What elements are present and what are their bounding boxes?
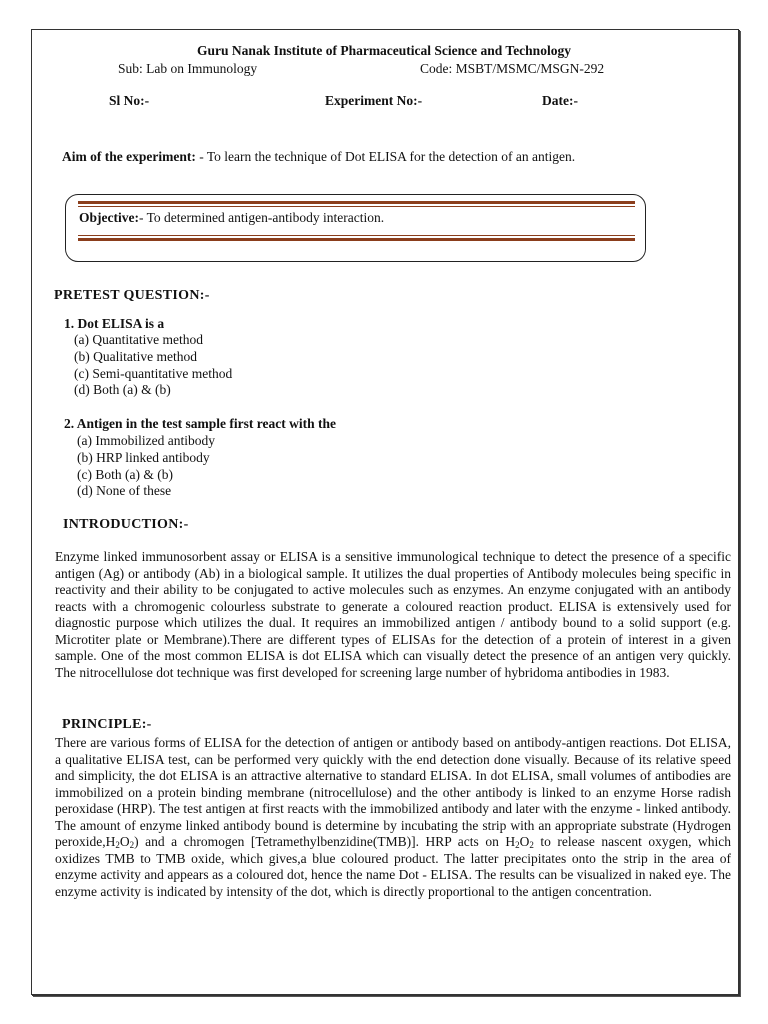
option: (c) Semi-quantitative method — [74, 365, 233, 381]
introduction-paragraph: Enzyme linked immunosorbent assay or ELISA is a sensitive immunological technique to detect the presence of a specific antigen (Ag) or antibody (Ab) in a biological sample. It utilizes the dual properties of Antibody molecules being specific in reactivity and their ability to be conjugated to active molecules such as enzymes. An enzyme conjugated with an antibody reacts with a chromogenic colourless substrate to generate a coloured reaction product. ELISA is extensively used for diagnostic purpose which utilizes the dual. It requires an immobilized antigen / antibody bound to a solid support (e.g. Microtiter plate or Membrane).There are different types of ELISAs for the detection of a protein of interest in a given sample. One of the most common ELISA is dot ELISA which can visually detect the presence of an antigen very quickly. The nitrocellulose dot technique was first developed for screening large number of hybridoma antibodies in 1983. — [55, 549, 731, 680]
option: (d) None of these — [77, 483, 172, 499]
sl-no-label: Sl No:- — [109, 93, 150, 108]
question-2: 2. Antigen in the test sample first react with the — [64, 416, 336, 431]
aim-statement — [62, 149, 575, 165]
subject-line: Sub: Lab on Immunology — [118, 61, 258, 76]
introduction-heading: INTRODUCTION:- — [63, 517, 189, 532]
course-code: Code: MSBT/MSMC/MSGN-292 — [420, 61, 605, 76]
pretest-heading: PRETEST QUESTION:- — [54, 288, 210, 303]
institute-title: Guru Nanak Institute of Pharmaceutical Science and Technology — [197, 43, 571, 58]
principle-heading: PRINCIPLE:- — [62, 717, 152, 732]
option: (a) Immobilized antibody — [77, 433, 215, 448]
date-label: Date:- — [542, 93, 578, 108]
question-1: 1. Dot ELISA is a — [64, 316, 165, 331]
option: (b) HRP linked antibody — [77, 449, 210, 465]
option: (d) Both (a) & (b) — [74, 382, 171, 398]
objective-text: - To determined antigen-antibody interaction. — [138, 210, 385, 225]
question-2-options — [77, 433, 215, 500]
objective-box — [65, 194, 646, 262]
aim-label: Aim of the experiment: — [62, 149, 196, 164]
experiment-no-label: Experiment No:- — [325, 93, 423, 108]
objective-statement — [79, 210, 384, 226]
objective-top-band — [78, 201, 635, 207]
principle-paragraph: There are various forms of ELISA for the detection of antigen or antibody based on antibody-antigen reactions. Dot ELISA, a qualitative ELISA test, can be performed very quickly with the end detection done visually. Because of its relative speed and simplicity, the dot ELISA is an attractive alternative to standard ELISA. In dot ELISA, small volumes of antibodies are immobilized on a protein binding membrane (nitrocellulose) and the other antibody is linked to an enzyme Horse radish peroxidase (HRP). The test antigen at first reacts with the immobilized antibody and later with the enzyme - linked antibody. The amount of enzyme linked antibody bound is determine by incubating the strip with an appropriate substrate (Hydrogen $peroxide,H_2O_2$) and a chromogen [Tetramethylbenzidine(TMB)]. HRP acts on $H_2O_2$ to release nascent oxygen, which oxidizes TMB to TMB oxide, which gives,a blue coloured product. The latter precipitates onto the strip in the area of enzyme activity and appears as a coloured dot, hence the name Dot - ELISA. The results can be visualized in naked eye. The enzyme activity is indicated by intensity of the dot, which is directly proportional to the antigen concentration. — [55, 735, 731, 899]
objective-bottom-band — [78, 235, 635, 241]
option: (a) Quantitative method — [74, 332, 203, 347]
option: (b) Qualitative method — [74, 348, 197, 364]
aim-text: - To learn the technique of Dot ELISA for the detection of an antigen. — [195, 149, 576, 164]
question-1-options — [74, 332, 232, 399]
option: (c) Both (a) & (b) — [77, 466, 173, 482]
objective-label: Objective: — [79, 210, 139, 225]
